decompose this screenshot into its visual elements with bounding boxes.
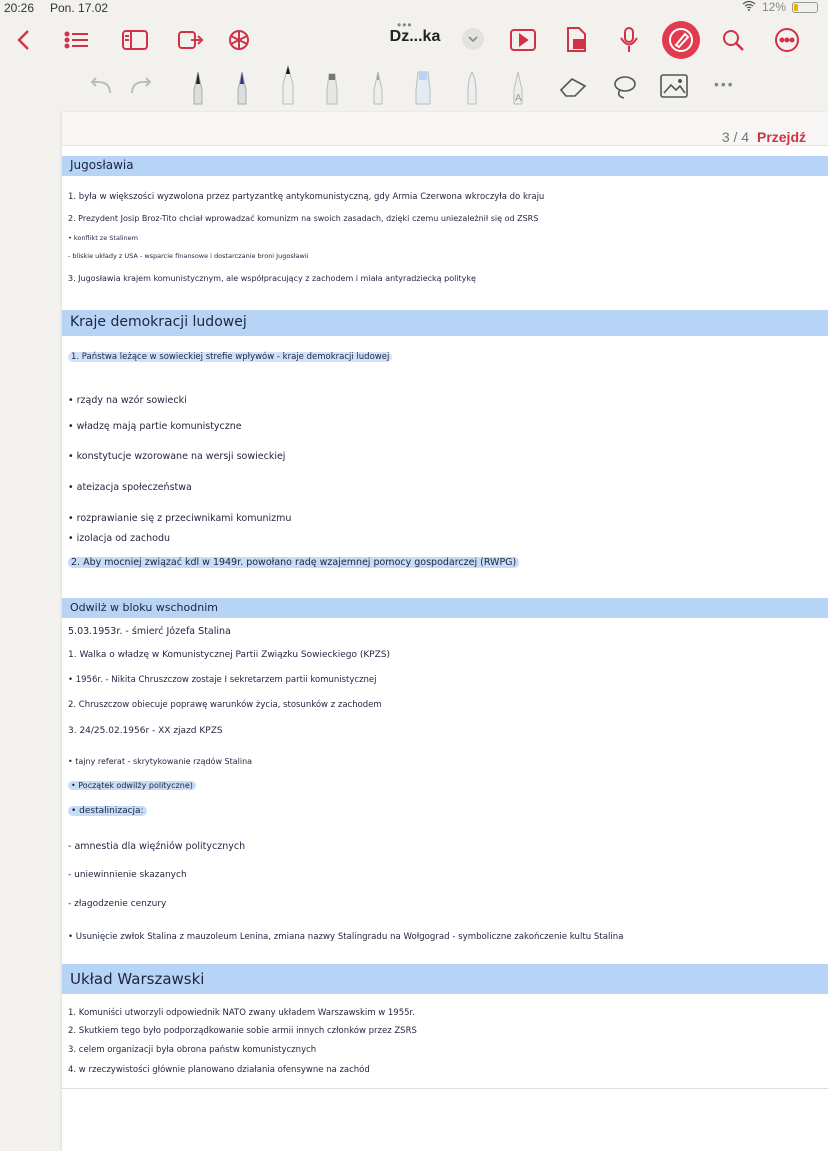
note-line (68, 557, 519, 568)
status-date: Pon. 17.02 (50, 1, 109, 15)
note-line (68, 352, 392, 362)
notebook-page[interactable] (62, 112, 828, 1151)
note-line: 1. była w większości wyzwolona przez partyzantkę antykomunistyczną, gdy Armia Czerwona wkroczyła do kraju (68, 192, 545, 202)
note-line: 4. w rzeczywistości głównie planowano działania ofensywne na zachód (68, 1065, 370, 1075)
note-line: • tajny referat - skrytykowanie rządów Stalina (68, 757, 253, 766)
note-line: 2. Skutkiem tego było podporządkowanie sobie armii innych członków przez ZSRS (68, 1026, 417, 1036)
note-line: • rządy na wzór sowiecki (68, 395, 187, 406)
highlighter-icon[interactable] (410, 68, 436, 113)
section-heading-3 (62, 598, 828, 618)
goto-page-button[interactable]: Przejdź (756, 129, 806, 145)
note-line: - bliskie układy z USA - wsparcie finansowe i dostarczanie broni Jugosławii (68, 252, 309, 260)
brush-icon[interactable] (460, 70, 484, 113)
heading-text: Kraje demokracji ludowej (70, 314, 247, 330)
back-icon[interactable] (10, 22, 36, 58)
note-line: 2. Chruszczow obiecuje poprawę warunków życia, stosunków z zachodem (68, 700, 382, 710)
marker-icon[interactable] (320, 70, 344, 113)
more-tools-icon[interactable]: ••• (714, 76, 735, 92)
list-icon[interactable] (62, 22, 92, 58)
chevron-down-icon[interactable] (462, 28, 484, 50)
ai-icon[interactable] (224, 22, 254, 58)
image-icon[interactable] (660, 74, 688, 103)
blue-pen-icon[interactable] (230, 70, 254, 113)
undo-icon[interactable] (88, 76, 114, 101)
note-line: • konflikt ze Stalinem (68, 234, 139, 242)
note-line: - uniewinnienie skazanych (68, 870, 187, 880)
note-line: 2. Prezydent Josip Broz-Tito chciał wprowadzać komunizm na swoich zasadach, dzięki czemu uniezależnił się od ZSRS (68, 214, 539, 223)
window-handle[interactable]: ••• (397, 18, 413, 32)
note-line: 3. celem organizacji była obrona państw komunistycznych (68, 1045, 317, 1055)
fineliner-icon[interactable] (366, 70, 390, 113)
mic-icon[interactable] (614, 22, 644, 58)
note-line: 5.03.1953r. - śmierć Józefa Stalina (68, 626, 231, 637)
heading-text: Odwilż w bloku wschodnim (70, 601, 218, 614)
note-line (68, 806, 147, 816)
sidebar-icon[interactable] (120, 22, 150, 58)
page-indicator[interactable] (722, 129, 806, 145)
pencil-icon[interactable] (276, 64, 300, 113)
page-header (62, 112, 828, 146)
section-heading-1 (62, 156, 828, 176)
status-time: 20:26 (4, 1, 35, 15)
wifi-icon (742, 0, 756, 14)
note-line: 3. Jugosławia krajem komunistycznym, ale współpracujący z zachodem i miała antyradziecką politykę (68, 274, 476, 283)
status-bar (0, 0, 828, 18)
text-marker-icon[interactable] (506, 70, 530, 113)
note-line: • władzę mają partie komunistyczne (68, 421, 242, 432)
note-line: - amnestia dla więźniów politycznych (68, 841, 246, 852)
highlighted-text: • destalinizacja: (68, 806, 147, 816)
lock-doc-icon[interactable] (562, 22, 592, 58)
pen-icon[interactable] (662, 21, 700, 59)
note-line: • ateizacja społeczeństwa (68, 482, 192, 493)
section-heading-4 (62, 964, 828, 994)
eraser-icon[interactable] (558, 76, 588, 103)
note-line: 1. Komuniści utworzyli odpowiednik NATO zwany układem Warszawskim w 1955r. (68, 1008, 415, 1018)
search-icon[interactable] (718, 22, 748, 58)
section-heading-2 (62, 310, 828, 336)
heading-text: Jugosławia (70, 158, 134, 172)
tools-row (0, 64, 828, 108)
page-number: 3 / 4 (721, 129, 750, 145)
document-title[interactable]: Dz...ka (389, 28, 441, 45)
lasso-icon[interactable] (612, 74, 638, 105)
fountain-pen-icon[interactable] (186, 70, 210, 113)
note-line: - złagodzenie cenzury (68, 899, 167, 909)
more-icon[interactable] (772, 22, 802, 58)
status-right (742, 0, 818, 14)
note-line: • Usunięcie zwłok Stalina z mauzoleum Lenina, zmiana nazwy Stalingradu na Wołgograd - symboliczne zakończenie kultu Stalina (68, 932, 624, 942)
battery-percent: 12% (761, 0, 786, 14)
note-line: • konstytucje wzorowane na wersji sowieckiej (68, 451, 286, 462)
note-line: 3. 24/25.02.1956r - XX zjazd KPZS (68, 726, 223, 736)
highlighted-text: • Początek odwilży polityczne) (68, 781, 196, 790)
share-icon[interactable] (176, 22, 206, 58)
highlighted-text: 2. Aby mocniej związać kdl w 1949r. powołano radę wzajemnej pomocy gospodarczej (RWPG) (68, 557, 519, 568)
note-line: • izolacja od zachodu (68, 533, 171, 544)
note-line: • 1956r. - Nikita Chruszczow zostaje I sekretarzem partii komunistycznej (68, 675, 377, 685)
page-divider (62, 1088, 828, 1089)
top-toolbar (0, 18, 828, 64)
svg-text:A: A (515, 93, 522, 104)
play-icon[interactable] (508, 22, 538, 58)
note-line (68, 781, 196, 790)
battery-icon (792, 2, 818, 13)
note-line: 1. Walka o władzę w Komunistycznej Partii Związku Sowieckiego (KPZS) (68, 650, 391, 660)
note-line: • rozprawianie się z przeciwnikami komunizmu (68, 513, 292, 524)
redo-icon[interactable] (128, 76, 154, 101)
highlighted-text: 1. Państwa leżące w sowieckiej strefie wpływów - kraje demokracji ludowej (68, 352, 392, 362)
heading-text: Układ Warszawski (70, 970, 205, 988)
